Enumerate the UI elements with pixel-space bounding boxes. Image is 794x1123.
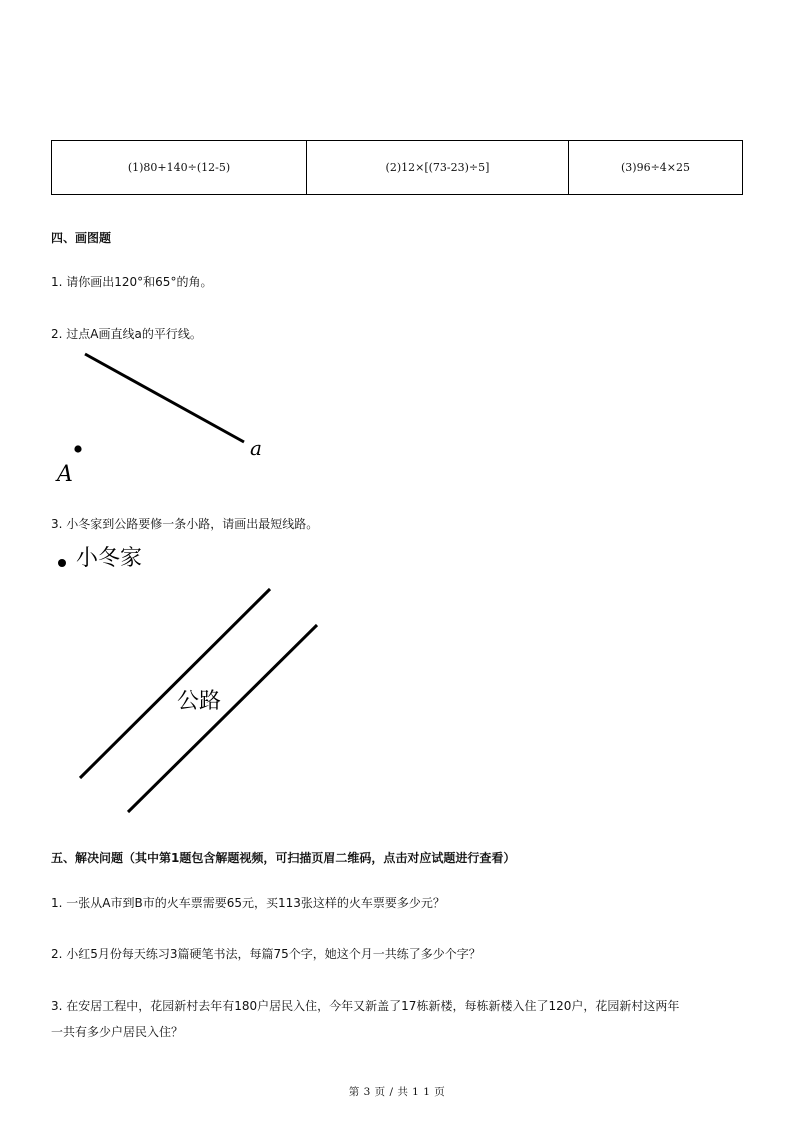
point-label: A <box>57 462 73 487</box>
parallel-line-figure <box>0 340 794 490</box>
road-edge-right <box>128 625 317 812</box>
line-label: a <box>250 436 262 460</box>
calculation-table <box>51 140 743 195</box>
table-cell-2: (2)12×[(73-23)÷5] <box>307 141 569 195</box>
question-4-3: 3. 小冬家到公路要修一条小路，请画出最短线路。 <box>51 517 319 531</box>
page-footer: 第 3 页 / 共 1 1 页 <box>348 1086 446 1098</box>
table-cell-1: (1)80+140÷(12-5) <box>52 141 307 195</box>
road-label: 公路 <box>177 689 222 714</box>
question-4-1: 1. 请你画出120°和65°的角。 <box>51 275 213 289</box>
section-4-title: 四、画图题 <box>51 231 112 245</box>
point-a-dot <box>74 445 81 452</box>
line-a <box>85 354 244 442</box>
house-label: 小冬家 <box>76 546 143 571</box>
question-4-2: 2. 过点A画直线a的平行线。 <box>51 327 202 341</box>
section-5-title: 五、解决问题（其中第1题包含解题视频，可扫描页眉二维码，点击对应试题进行查看） <box>51 851 516 865</box>
road-edge-left <box>80 589 270 778</box>
table-cell-3: (3)96÷4×25 <box>569 141 743 195</box>
question-5-3-line1: 3. 在安居工程中，花园新村去年有180户居民入住，今年又新盖了17栋新楼，每栋新楼入住了120户，花园新村这两年 <box>51 999 680 1013</box>
road-figure <box>0 535 794 825</box>
table-row <box>52 141 743 195</box>
question-5-2: 2. 小红5月份每天练习3篇硬笔书法，每篇75个字，她这个月一共练了多少个字？ <box>51 947 481 961</box>
question-5-1: 1. 一张从A市到B市的火车票需要65元，买113张这样的火车票要多少元？ <box>51 896 445 910</box>
question-5-3-line2: 一共有多少户居民入住？ <box>51 1025 184 1039</box>
house-dot <box>58 559 66 567</box>
